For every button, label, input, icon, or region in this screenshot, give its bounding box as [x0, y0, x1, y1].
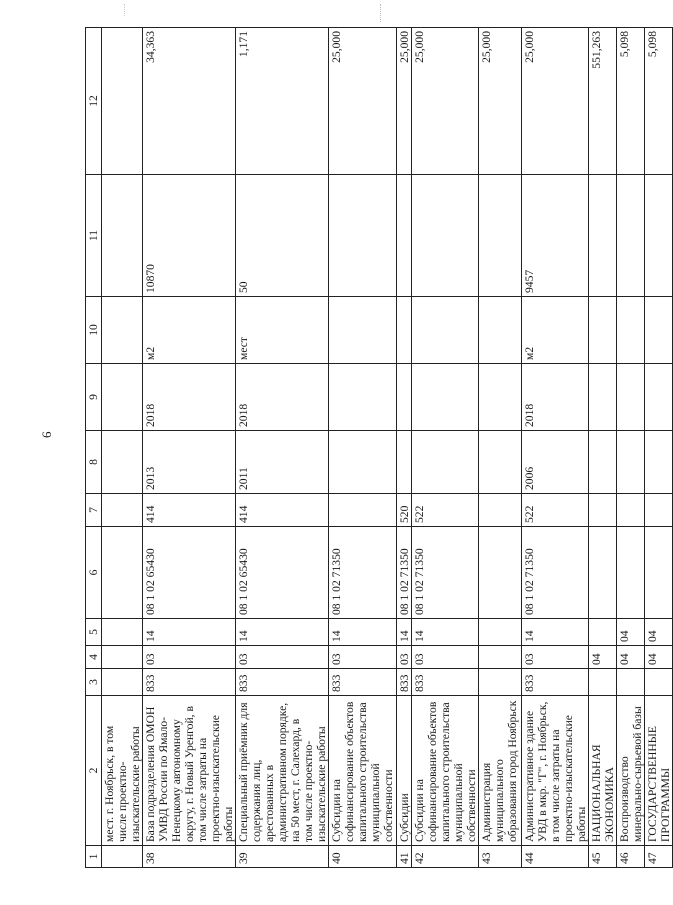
value-cell — [645, 364, 673, 431]
column-number-cell: 12 — [86, 28, 102, 175]
row-number-cell: 41 — [397, 846, 412, 868]
row-number-cell: 46 — [617, 846, 645, 868]
value-cell: 03 — [412, 646, 479, 669]
value-cell: 34,363 — [143, 28, 236, 175]
scan-mark — [380, 4, 382, 22]
value-cell: 04 — [645, 646, 673, 669]
value-cell: 08 1 02 65430 — [143, 527, 236, 619]
column-number-cell: 8 — [86, 431, 102, 494]
value-cell: 14 — [329, 619, 397, 646]
value-cell — [645, 175, 673, 297]
value-cell: 833 — [397, 669, 412, 696]
value-cell — [479, 364, 522, 431]
column-number-cell: 5 — [86, 619, 102, 646]
value-cell — [645, 669, 673, 696]
column-number-cell: 3 — [86, 669, 102, 696]
value-cell: 08 1 02 71350 — [329, 527, 397, 619]
value-cell — [412, 175, 479, 297]
value-cell: 03 — [236, 646, 329, 669]
value-cell — [479, 431, 522, 494]
value-cell — [645, 297, 673, 364]
value-cell: 25,000 — [397, 28, 412, 175]
value-cell: 2018 — [236, 364, 329, 431]
value-cell: 04 — [617, 619, 645, 646]
value-cell — [617, 527, 645, 619]
value-cell: 25,000 — [479, 28, 522, 175]
value-cell: 25,000 — [522, 28, 589, 175]
value-cell: 50 — [236, 175, 329, 297]
value-cell: 14 — [236, 619, 329, 646]
value-cell — [589, 527, 617, 619]
value-cell — [412, 364, 479, 431]
row-number-cell: 40 — [329, 846, 397, 868]
value-cell: 520 — [397, 494, 412, 527]
table-row — [522, 28, 589, 868]
value-cell — [479, 494, 522, 527]
table-row — [329, 28, 397, 868]
value-cell: 14 — [412, 619, 479, 646]
item-name-cell: Субсидии — [397, 696, 412, 846]
value-cell — [479, 527, 522, 619]
value-cell — [329, 297, 397, 364]
value-cell — [329, 175, 397, 297]
value-cell: 833 — [412, 669, 479, 696]
value-cell: 08 1 02 65430 — [236, 527, 329, 619]
table-row — [412, 28, 479, 868]
value-cell: 10870 — [143, 175, 236, 297]
value-cell — [589, 175, 617, 297]
value-cell: 414 — [143, 494, 236, 527]
value-cell: м2 — [143, 297, 236, 364]
row-number-cell: 45 — [589, 846, 617, 868]
column-numbers-row — [86, 28, 102, 868]
value-cell: 9457 — [522, 175, 589, 297]
value-cell — [589, 494, 617, 527]
value-cell: 522 — [412, 494, 479, 527]
item-name-cell: Воспроизводство минерально-сырьевой базы — [617, 696, 645, 846]
value-cell — [645, 431, 673, 494]
item-name-cell: Субсидии на софинансирование объектов капитального строительства муниципальной собственности — [329, 696, 397, 846]
item-name-cell: База подразделения ОМОН УМВД России по Ямало-Ненецкому автономному округу, г. Новый Уренгой, в том числе затраты на проектно-изыскательские работы — [143, 696, 236, 846]
value-cell: 2011 — [236, 431, 329, 494]
value-cell — [412, 431, 479, 494]
value-cell: 08 1 02 71350 — [522, 527, 589, 619]
value-cell: 14 — [522, 619, 589, 646]
row-number-cell: 47 — [645, 846, 673, 868]
value-cell — [617, 175, 645, 297]
value-cell: 1,171 — [236, 28, 329, 175]
value-cell: 5,098 — [645, 28, 673, 175]
value-cell: 833 — [236, 669, 329, 696]
value-cell: 04 — [589, 646, 617, 669]
value-cell: 2006 — [522, 431, 589, 494]
value-cell — [617, 494, 645, 527]
item-name-cell: Администрация муниципального образования город Ноябрьск — [479, 696, 522, 846]
value-cell: 14 — [397, 619, 412, 646]
item-name-cell: ГОСУДАРСТВЕННЫЕ ПРОГРАММЫ — [645, 696, 673, 846]
row-number-cell: 43 — [479, 846, 522, 868]
column-number-cell: 10 — [86, 297, 102, 364]
item-name-cell: Специальный приёмник для содержания лиц, арестованных в административном порядке, на 50 мест, г. Салехард, в том числе проектно-изыскательские работы — [236, 696, 329, 846]
value-cell: 5,098 — [617, 28, 645, 175]
value-cell: 25,000 — [412, 28, 479, 175]
value-cell — [645, 527, 673, 619]
value-cell — [329, 431, 397, 494]
continuation-text: мест. г. Ноябрьск, в том числе проектно-изыскательские работы — [102, 696, 143, 846]
continuation-row — [102, 28, 143, 868]
column-number-cell: 7 — [86, 494, 102, 527]
table-row — [589, 28, 617, 868]
value-cell — [479, 669, 522, 696]
value-cell — [645, 494, 673, 527]
table-row — [236, 28, 329, 868]
value-cell — [397, 364, 412, 431]
value-cell: 03 — [143, 646, 236, 669]
row-number-cell: 39 — [236, 846, 329, 868]
table-row — [617, 28, 645, 868]
value-cell — [397, 431, 412, 494]
value-cell — [589, 669, 617, 696]
column-number-cell: 4 — [86, 646, 102, 669]
value-cell: 14 — [143, 619, 236, 646]
value-cell: 551,263 — [589, 28, 617, 175]
row-number-cell: 38 — [143, 846, 236, 868]
table-row — [397, 28, 412, 868]
value-cell: 03 — [522, 646, 589, 669]
column-number-cell: 11 — [86, 175, 102, 297]
scan-mark — [124, 4, 126, 16]
table-row — [645, 28, 673, 868]
value-cell — [617, 669, 645, 696]
row-number-cell: 44 — [522, 846, 589, 868]
value-cell — [412, 297, 479, 364]
value-cell — [479, 646, 522, 669]
value-cell — [589, 619, 617, 646]
budget-table — [85, 27, 673, 868]
column-number-cell: 2 — [86, 696, 102, 846]
value-cell: 08 1 02 71350 — [412, 527, 479, 619]
value-cell — [479, 619, 522, 646]
value-cell: 04 — [617, 646, 645, 669]
column-number-cell: 9 — [86, 364, 102, 431]
value-cell — [479, 175, 522, 297]
value-cell: 25,000 — [329, 28, 397, 175]
value-cell: 414 — [236, 494, 329, 527]
value-cell — [329, 494, 397, 527]
value-cell — [479, 297, 522, 364]
value-cell — [397, 175, 412, 297]
table-row — [143, 28, 236, 868]
table-row — [479, 28, 522, 868]
value-cell — [589, 297, 617, 364]
value-cell — [617, 431, 645, 494]
value-cell: 03 — [329, 646, 397, 669]
value-cell — [329, 364, 397, 431]
value-cell: м2 — [522, 297, 589, 364]
value-cell — [589, 364, 617, 431]
item-name-cell: Субсидии на софинансирование объектов капитального строительства муниципальной собственности — [412, 696, 479, 846]
value-cell: 2018 — [522, 364, 589, 431]
value-cell — [617, 364, 645, 431]
row-number-cell: 42 — [412, 846, 479, 868]
value-cell — [617, 297, 645, 364]
value-cell: 833 — [329, 669, 397, 696]
value-cell — [397, 297, 412, 364]
column-number-cell: 1 — [86, 846, 102, 868]
value-cell: 2018 — [143, 364, 236, 431]
value-cell: 522 — [522, 494, 589, 527]
item-name-cell: НАЦИОНАЛЬНАЯ ЭКОНОМИКА — [589, 696, 617, 846]
value-cell: 08 1 02 71350 — [397, 527, 412, 619]
rotated-page — [39, 28, 672, 868]
value-cell: 04 — [645, 619, 673, 646]
item-name-cell: Административное здание УВД в мкр. "Г", г. Ноябрьск, в том числе затраты на проектно-изыскательские работы — [522, 696, 589, 846]
page-number: 6 — [39, 431, 54, 438]
column-number-cell: 6 — [86, 527, 102, 619]
value-cell — [589, 431, 617, 494]
value-cell: 03 — [397, 646, 412, 669]
value-cell: 833 — [522, 669, 589, 696]
value-cell: 833 — [143, 669, 236, 696]
value-cell: 2013 — [143, 431, 236, 494]
value-cell: мест — [236, 297, 329, 364]
